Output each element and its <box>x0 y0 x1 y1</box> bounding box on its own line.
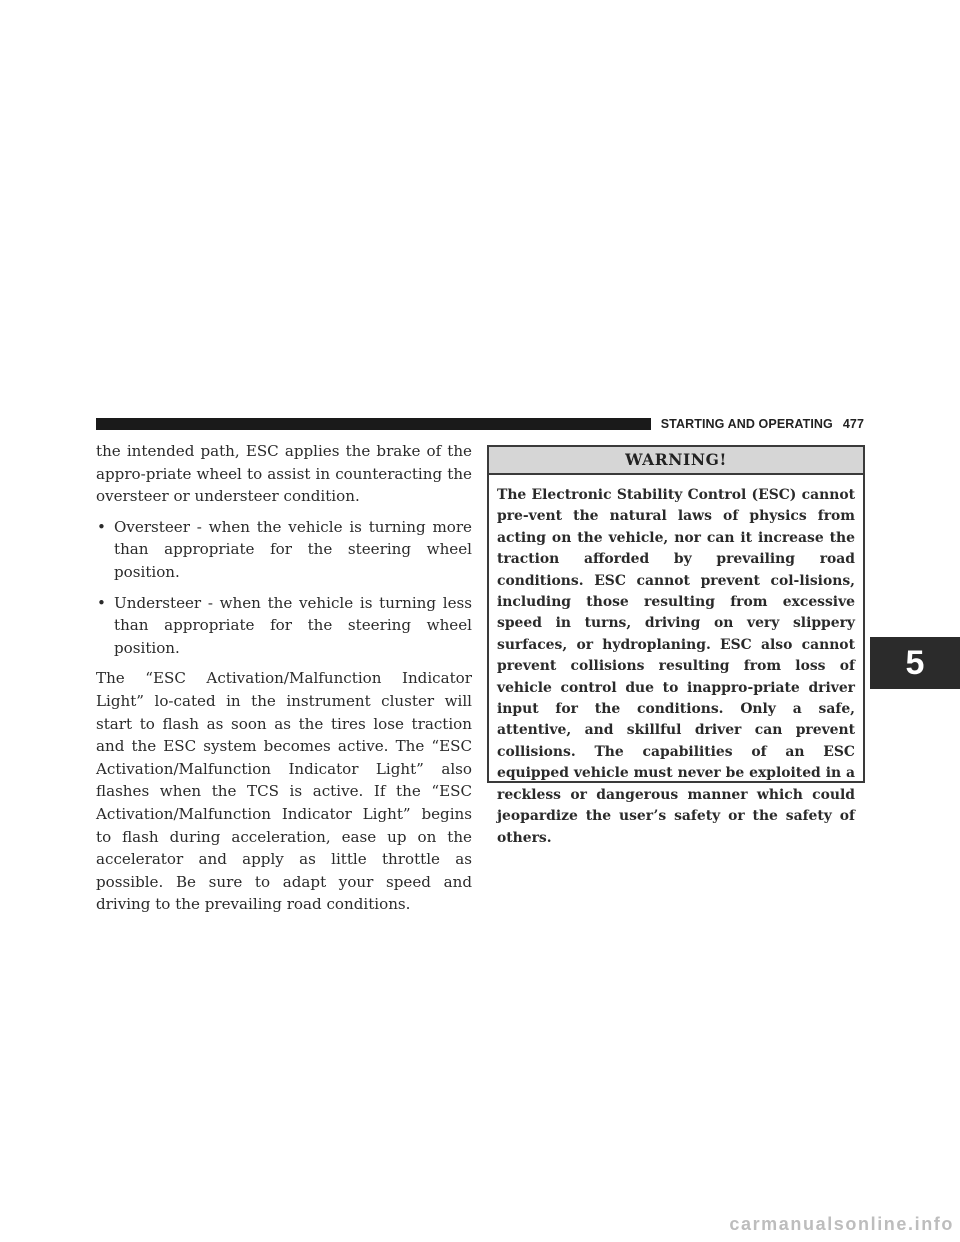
warning-text: The Electronic Stability Control (ESC) cannot pre-vent the natural laws of physics from acting on the vehicle, nor can it increase the traction afforded by prevailing road conditions. ESC cannot prevent col-lisions, including those resulting from excessive speed in turns, driving on very slippery surfaces, or hydroplaning. ESC also cannot prevent collisions resulting from loss of vehicle control due to inappro-priate driver input for the conditions. Only a safe, attentive, and skillful driver can prevent collisions. The capabilities of an ESC equipped vehicle must never be exploited in a reckless or dangerous manner which could jeopardize the user’s safety or the safety of others. <box>497 487 855 846</box>
bullet-list <box>96 516 472 660</box>
page-number: 477 <box>842 417 864 431</box>
bullet-symbol: • <box>97 517 106 536</box>
list-item <box>96 516 472 584</box>
intro-paragraph: the intended path, ESC applies the brake of the appro-priate wheel to assist in counteracting the oversteer or understeer condition. <box>96 442 472 506</box>
section-title: STARTING AND OPERATING <box>660 417 833 431</box>
left-column <box>96 440 472 916</box>
running-header <box>660 417 864 433</box>
watermark: carmanualsonline.info <box>729 1214 954 1234</box>
header-rule <box>96 418 651 430</box>
warning-box <box>487 445 865 846</box>
list-item-text: Understeer - when the vehicle is turning less than appropriate for the steering wheel position. <box>114 593 472 657</box>
chapter-tab: 5 <box>870 637 960 689</box>
list-item-text: Oversteer - when the vehicle is turning more than appropriate for the steering wheel position. <box>114 517 472 581</box>
warning-title: WARNING! <box>489 447 863 475</box>
bullet-symbol: • <box>97 593 106 612</box>
esc-indicator-paragraph: The “ESC Activation/Malfunction Indicator Light” lo-cated in the instrument cluster will start to flash as soon as the tires lose traction and the ESC system becomes active. The “ESC Activation/Malfunction Indicator Light” also flashes when the TCS is active. If the “ESC Activation/Malfunction Indicator Light” begins to flash during acceleration, ease up on the accelerator and apply as little throttle as possible. Be sure to adapt your speed and driving to the prevailing road conditions. <box>96 669 472 914</box>
list-item <box>96 592 472 660</box>
